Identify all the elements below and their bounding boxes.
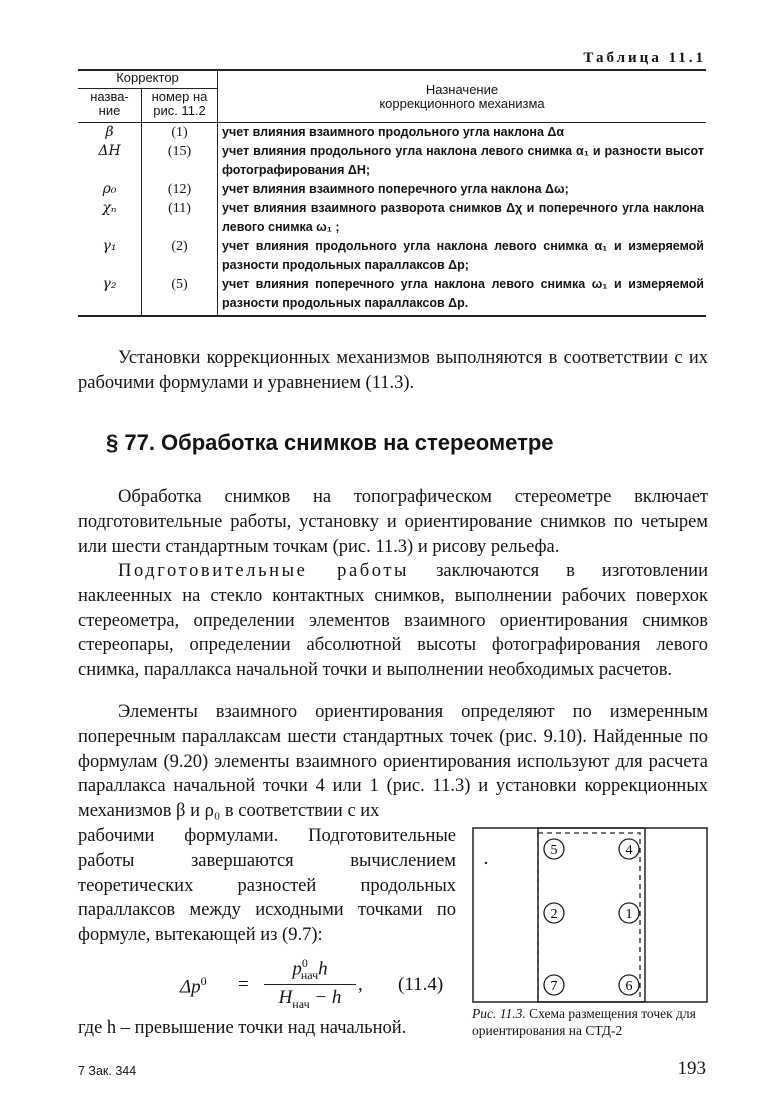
formula-bar <box>264 984 356 985</box>
figure-standard-points <box>472 827 708 1003</box>
print-order-mark: 7 Зак. 344 <box>78 1064 137 1078</box>
corrector-purpose: учет влияния взаимного продольного угла наклона Δα <box>218 123 707 143</box>
point-4 <box>619 839 639 859</box>
formula-equals: = <box>238 974 249 995</box>
header-number: номер на рис. 11.2 <box>142 89 218 123</box>
header-purpose: Назначение коррекционного механизма <box>218 70 707 123</box>
formula-numerator: $p^0_{нач}h$ <box>292 956 328 983</box>
table-row <box>78 275 706 316</box>
figure-caption-label: Рис. 11.3. <box>472 1006 526 1021</box>
svg-text:4: 4 <box>625 843 633 858</box>
corrector-number: (5) <box>142 275 218 316</box>
formula-denominator: $H_{нач} - h$ <box>278 987 342 1011</box>
table-row <box>78 123 706 143</box>
corrector-symbol: γ₂ <box>78 275 142 316</box>
header-corrector: Корректор <box>78 70 218 89</box>
table-caption: Таблица 11.1 <box>583 50 706 66</box>
table-row <box>78 199 706 237</box>
point-7 <box>544 975 564 995</box>
corrector-number: (2) <box>142 237 218 275</box>
page-number: 193 <box>677 1058 706 1079</box>
corrector-purpose: учет влияния взаимного разворота снимков Δχ и поперечного угла наклона левого снимка ω₁ ; <box>218 199 707 237</box>
paragraph-processing: Обработка снимков на топографическом стереометре включает подготовительные работы, установку и ориентирование снимков по четырем или шести стандартным точкам (рис. 11.3) и рисову рельефа. <box>78 487 708 557</box>
corrector-purpose: учет влияния продольного угла наклона левого снимка α₁ и измеряемой разности продольных параллаксов Δp; <box>218 237 707 275</box>
figure-caption-text: Схема размещения точек для ориентирования на СТД-2 <box>472 1006 696 1038</box>
corrector-number: (11) <box>142 199 218 237</box>
paragraph-theoretical: рабочими формулами. Подготовительные работы завершаются вычислением теоретических разностей продольных параллаксов между исходными точками по формуле, вытекающей из (9.7): <box>78 826 456 946</box>
corrector-symbol: ΔH <box>98 143 121 159</box>
formula-fraction <box>264 956 356 1012</box>
section-heading: § 77. Обработка снимков на стереометре <box>106 430 554 455</box>
paragraph-preparatory <box>78 559 708 683</box>
svg-text:6: 6 <box>625 979 633 994</box>
corrector-number: (15) <box>142 142 218 180</box>
svg-text:1: 1 <box>625 907 633 922</box>
svg-text:7: 7 <box>550 979 558 994</box>
corrector-purpose: учет влияния взаимного поперечного угла наклона Δω; <box>218 180 707 199</box>
correctors-table <box>78 69 706 317</box>
figure-caption <box>472 1005 708 1039</box>
corrector-number: (1) <box>142 123 218 143</box>
table-row <box>78 180 706 199</box>
svg-text:2: 2 <box>550 907 558 922</box>
point-6 <box>619 975 639 995</box>
point-2 <box>544 903 564 923</box>
paragraph-preparatory-text: заключаются в изготовлении наклеенных на стекло контактных снимков, выполнении рабочих поверхок стереометра, определении элементов взаимного ориентирования снимков стереопары, определении абсолютной высоты фотографирования левого снимка, параллакса начальной точки и выполнении необходимых расчетов. <box>78 561 708 681</box>
svg-text:5: 5 <box>550 843 558 858</box>
formula-comma: , <box>358 974 363 995</box>
corrector-symbol: γ₁ <box>102 238 117 254</box>
table-row <box>78 142 706 180</box>
point-1 <box>619 903 639 923</box>
formula-lhs: $\Delta p^0$ <box>180 974 207 998</box>
paragraph-settings: Установки коррекционных механизмов выполняются в соответствии с их рабочими формулами и уравнением (11.3). <box>78 348 708 393</box>
header-name: назва- ние <box>78 89 142 123</box>
formula-11-4 <box>180 956 460 1016</box>
corrector-purpose: учет влияния продольного угла наклона левого снимка α₁ и разности высот фотографирования ΔH; <box>218 142 707 180</box>
spaced-term: Подготовительные работы <box>118 561 410 581</box>
corrector-purpose: учет влияния поперечного угла наклона левого снимка ω₁ и измеряемой разности продольных параллаксов Δp. <box>218 275 707 316</box>
dot-marker <box>485 862 487 864</box>
corrector-symbol: ρ₀ <box>102 181 117 197</box>
corrector-symbol: χₙ <box>102 200 117 216</box>
corrector-symbol: β <box>105 124 114 140</box>
table-row <box>78 237 706 275</box>
paragraph-where: где h – превышение точки над начальной. <box>78 1018 407 1038</box>
formula-number: (11.4) <box>398 974 444 995</box>
corrector-number: (12) <box>142 180 218 199</box>
paragraph-orientation: Элементы взаимного ориентирования определяют по измеренным поперечным параллаксам шести стандартных точек (рис. 9.10). Найденные по формулам (9.20) элементы взаимного ориентирования используют для расчета параллакса начальной точки 4 или 1 (рис. 11.3) и установки коррекционных механизмов β и ρ₀ в соответствии с их <box>78 702 708 822</box>
point-5 <box>544 839 564 859</box>
